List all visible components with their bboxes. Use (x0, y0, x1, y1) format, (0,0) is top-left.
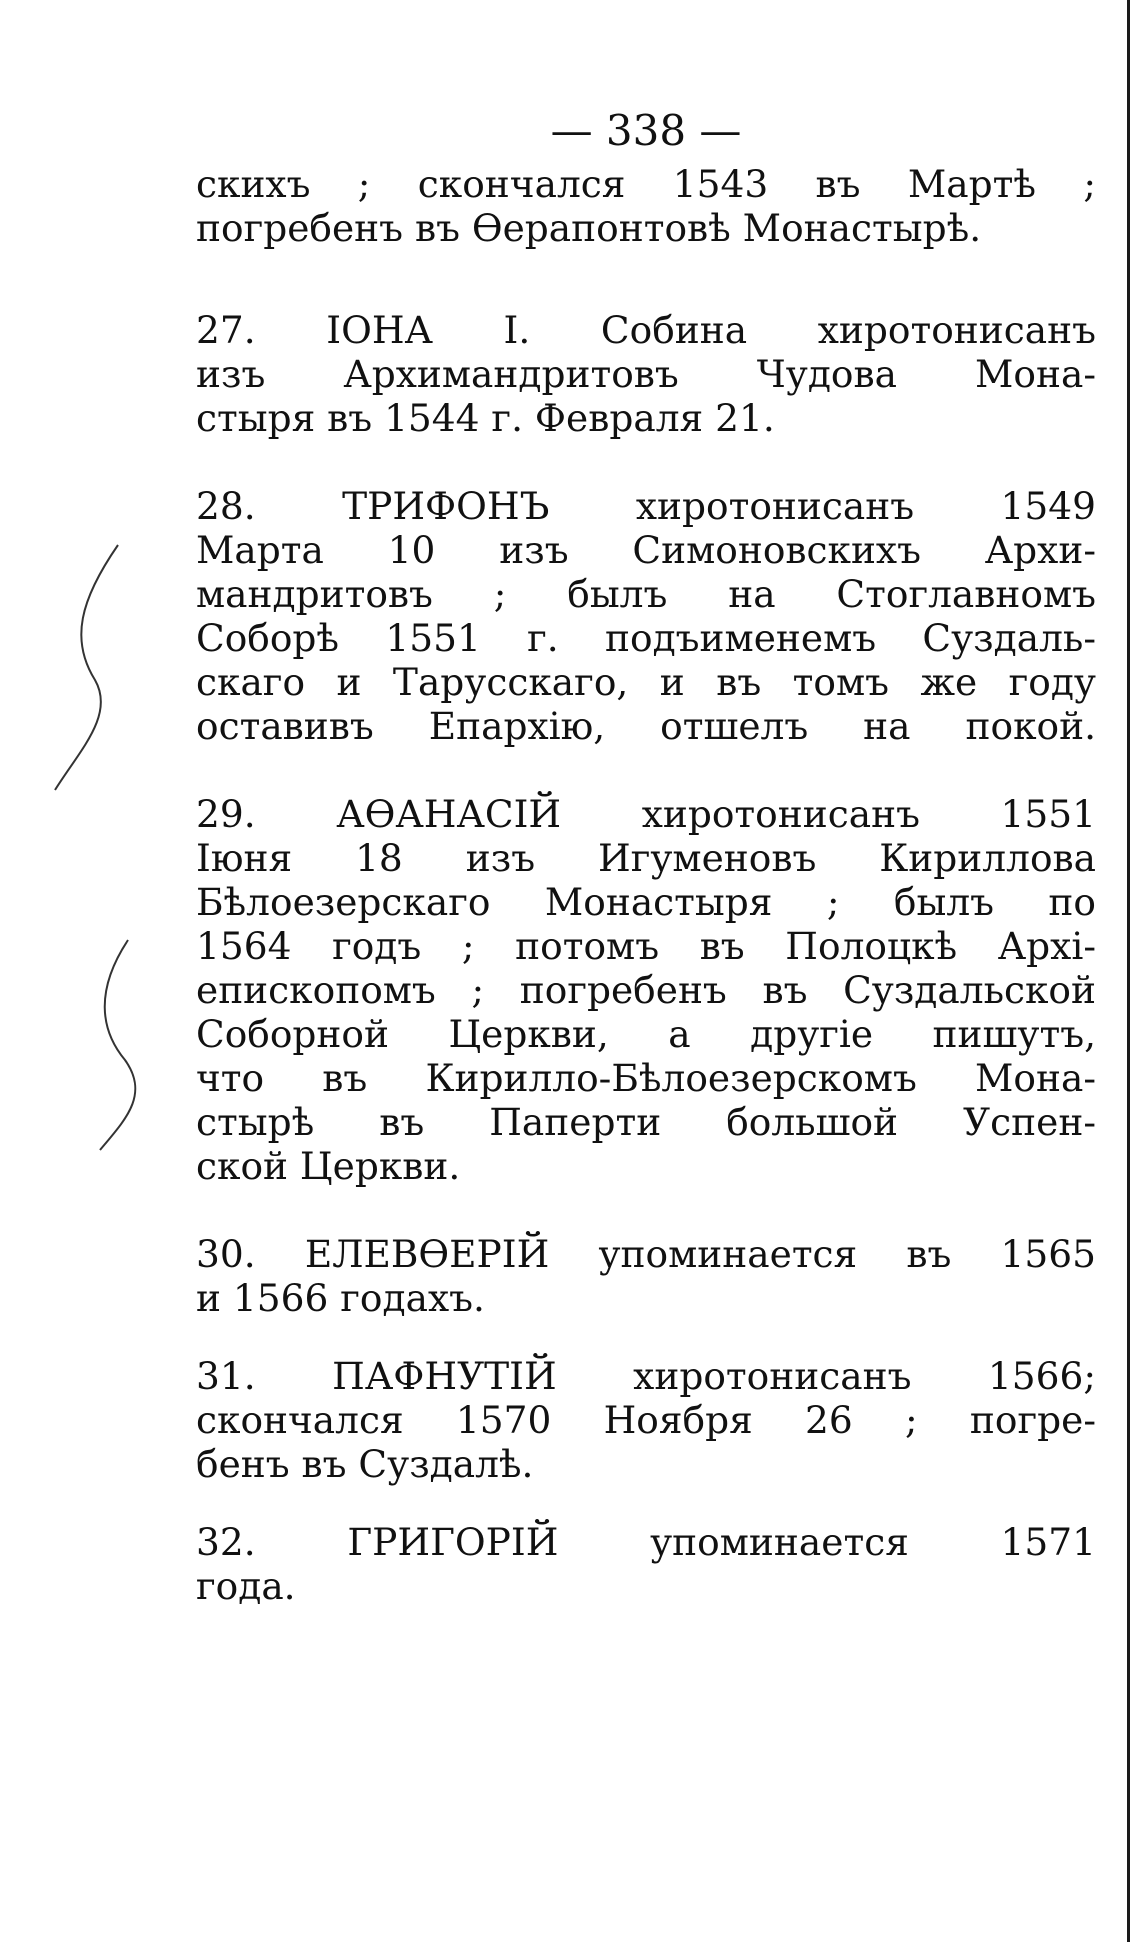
text-line: 32. ГРИГОРІЙ упоминается 1571 (196, 1520, 1096, 1564)
text-line: 30. ЕЛЕВӨЕРІЙ упоминается въ 1565 (196, 1232, 1096, 1276)
text-line: скончался 1570 Ноября 26 ; погре- (196, 1398, 1096, 1442)
text-line: года. (196, 1564, 296, 1608)
entry-30 (196, 1232, 1096, 1320)
text-line: скаго и Тарусскаго, и въ томъ же году (196, 660, 1096, 704)
page-number: — 338 — (550, 106, 742, 155)
text-line: Соборной Церкви, а другіе пишутъ, (196, 1012, 1096, 1056)
entry-continuation (196, 162, 1096, 250)
text-line: 27. ІОНА I. Собина хиротонисанъ (196, 308, 1096, 352)
text-line: мандритовъ ; былъ на Стоглавномъ (196, 572, 1096, 616)
text-line: Бѣлоезерскаго Монастыря ; былъ по (196, 880, 1096, 924)
text-line: 29. АӨАНАСІЙ хиротонисанъ 1551 (196, 792, 1096, 836)
text-line: 28. ТРИФОНЪ хиротонисанъ 1549 (196, 484, 1096, 528)
text-line: скихъ ; скончался 1543 въ Мартѣ ; (196, 162, 1096, 206)
text-line: что въ Кирилло-Бѣлоезерскомъ Мона- (196, 1056, 1096, 1100)
text-line: изъ Архимандритовъ Чудова Мона- (196, 352, 1096, 396)
entry-29 (196, 792, 1096, 1188)
text-line: и 1566 годахъ. (196, 1276, 485, 1320)
entry-28 (196, 484, 1096, 748)
text-line: 31. ПАФНУТІЙ хиротонисанъ 1566; (196, 1354, 1096, 1398)
text-line: епископомъ ; погребенъ въ Суздальской (196, 968, 1096, 1012)
text-line: бенъ въ Суздалѣ. (196, 1442, 534, 1486)
text-line: оставивъ Епархію, отшелъ на покой. (196, 704, 1096, 748)
text-line: ской Церкви. (196, 1144, 461, 1188)
text-line: погребенъ въ Өерапонтовѣ Монастырѣ. (196, 206, 982, 250)
entry-31 (196, 1354, 1096, 1486)
entry-27 (196, 308, 1096, 440)
text-line: Марта 10 изъ Симоновскихъ Архи- (196, 528, 1096, 572)
text-line: стыря въ 1544 г. Февраля 21. (196, 396, 775, 440)
text-line: 1564 годъ ; потомъ въ Полоцкѣ Архі- (196, 924, 1096, 968)
page-content (196, 100, 1096, 1608)
text-line: стырѣ въ Паперти большой Успен- (196, 1100, 1096, 1144)
entry-32 (196, 1520, 1096, 1608)
text-line: Соборѣ 1551 г. подъименемъ Суздаль- (196, 616, 1096, 660)
text-line: Іюня 18 изъ Игуменовъ Кириллова (196, 836, 1096, 880)
page-edge (1127, 0, 1130, 1942)
